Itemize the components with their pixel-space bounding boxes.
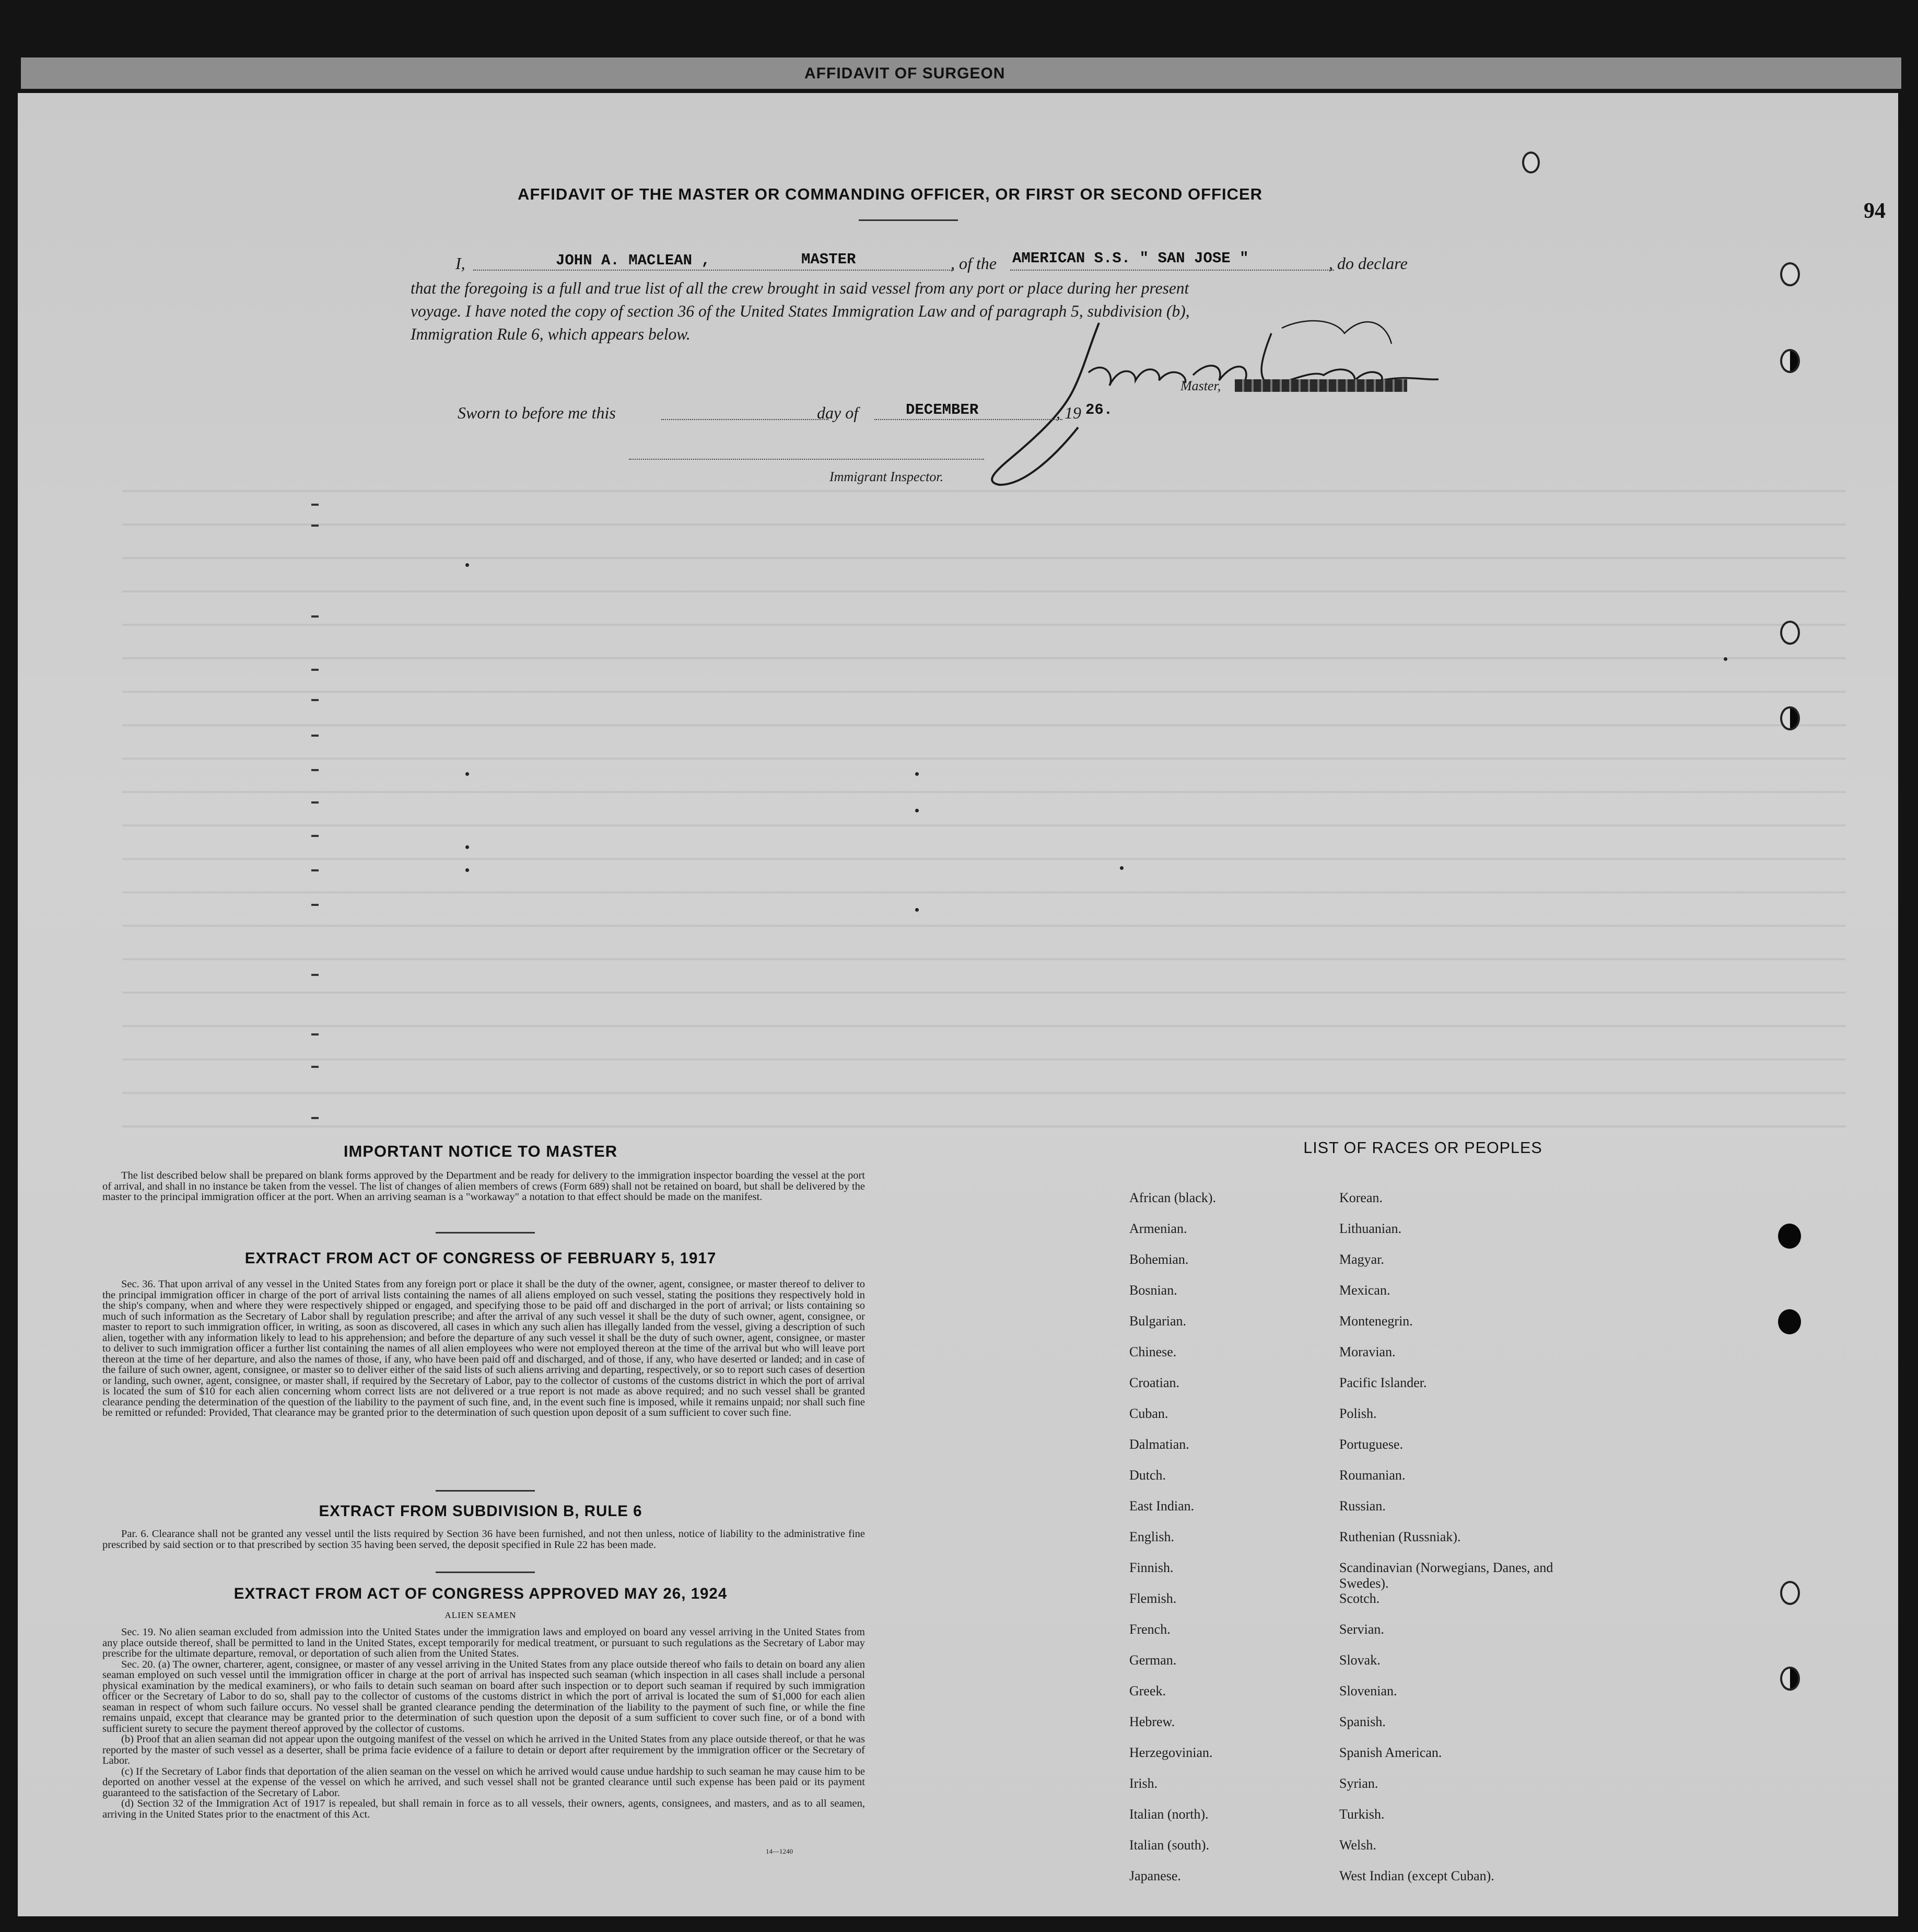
rule-6-text (102, 1529, 865, 1550)
race-item: Welsh. (1339, 1837, 1376, 1853)
row-mark (311, 869, 319, 871)
race-item: Mexican. (1339, 1283, 1390, 1298)
row-dot (465, 772, 469, 776)
row-mark (311, 1117, 319, 1119)
races-heading: LIST OF RACES OR PEOPLES (1303, 1139, 1542, 1157)
race-item: Pacific Islander. (1339, 1375, 1427, 1390)
row-mark (311, 735, 319, 737)
notice-divider (436, 1232, 535, 1233)
race-item: German. (1129, 1652, 1177, 1668)
race-item: Scotch. (1339, 1591, 1380, 1606)
race-item: Flemish. (1129, 1591, 1177, 1606)
race-item: West Indian (except Cuban). (1339, 1868, 1494, 1883)
sworn-month: DECEMBER (906, 401, 979, 418)
tab-title: AFFIDAVIT OF SURGEON (804, 65, 1005, 82)
race-item: Syrian. (1339, 1776, 1378, 1791)
race-item: Italian (north). (1129, 1807, 1209, 1822)
row-mark (311, 835, 319, 837)
do-declare-label: , do declare (1329, 254, 1408, 273)
race-item: Greek. (1129, 1683, 1166, 1698)
struck-out-text (1235, 379, 1407, 392)
row-mark (311, 615, 319, 618)
race-item: Magyar. (1339, 1252, 1384, 1267)
race-item: Russian. (1339, 1498, 1386, 1514)
races-column-2 (1339, 1190, 1559, 1899)
race-item: Slovenian. (1339, 1683, 1397, 1698)
notice-paragraph: The list described below shall be prepared on blank forms approved by the Department and be ready for delivery to the immigration inspector boarding the vessel at the port of arrival, and shall in no instance be taken from the vessel. The list of changes of alien members of crews (Form 689) shall not be retained on board, but shall be delivered by the master to the principal immigration officer at the port. When an arriving seaman is a "workaway" a notation to that effect should be made on the manifest. (102, 1170, 865, 1203)
row-mark (311, 669, 319, 671)
binder-hole (1522, 152, 1540, 173)
notice-heading: IMPORTANT NOTICE TO MASTER (343, 1142, 618, 1160)
binder-hole (1778, 1309, 1801, 1334)
row-mark (311, 525, 319, 527)
day-of-label: day of (817, 403, 859, 422)
row-mark (311, 801, 319, 804)
binder-hole (1780, 706, 1800, 730)
row-mark (311, 1033, 319, 1035)
row-mark (311, 974, 319, 976)
sworn-month-line (874, 419, 1062, 420)
race-item: Bosnian. (1129, 1283, 1177, 1298)
row-mark (311, 769, 319, 771)
row-dot (465, 868, 469, 872)
row-dot (915, 772, 919, 776)
sworn-day-line (661, 419, 828, 420)
race-item: Polish. (1339, 1406, 1377, 1421)
race-item: Ruthenian (Russniak). (1339, 1529, 1461, 1544)
extract-1917-paragraph: Sec. 36. That upon arrival of any vessel in the United States from any foreign port or place it shall be the duty of the owner, agent, consignee, or master thereof to deliver to the principal immigration officer in charge of the port of arrival lists containing the names of all aliens employed on such vessel, stating the positions they respectively hold in the ship's company, when and where they were respectively shipped or engaged, and specifying those to be paid off and discharged in the port of arrival; or lists containing so much of such information as the Secretary of Labor shall by regulation prescribe; and after the arrival of any such vessel it shall be the duty of such owner, agent, consignee, or master to report to such immigration officer, in writing, as soon as discovered, all cases in which any such alien has illegally landed from the vessel, giving a description of such alien, together with any information likely to lead to his apprehension; and before the departure of any such vessel it shall be the duty of such owner, agent, consignee, or master to deliver to such immigration officer a further list containing the names of all alien employees who were not employed thereon at the time of the arrival but who will leave port thereon at the time of her departure, and also the names of those, if any, who have been paid off and discharged, and of those, if any, who have deserted or landed; and in case of the failure of such owner, agent, consignee, or master so to deliver either of the said lists of such aliens arriving and departing, respectively, or so to report such cases of desertion or landing, such owner, agent, consignee, or master shall, if required by the Secretary of Labor, pay to the collector of customs of the customs district in which the port of arrival is located the sum of $10 for each alien concerning whom correct lists are not delivered or a true report is not made as above required; and no such vessel shall be granted clearance pending the determination of the question of the liability to the payment of such fine, and, in the event such fine is imposed, while it remains unpaid; nor shall such fine be remitted or refunded: Provided, That clearance may be granted prior to the determination of such question upon deposit of a sum sufficient to cover such fine. (102, 1278, 865, 1418)
race-item: Korean. (1339, 1190, 1383, 1205)
binder-hole (1780, 262, 1800, 286)
row-dot (465, 845, 469, 849)
row-dot (915, 809, 919, 812)
inspector-label: Immigrant Inspector. (829, 469, 944, 484)
race-item: Cuban. (1129, 1406, 1168, 1421)
race-item: African (black). (1129, 1190, 1217, 1205)
of-the-label: , of the (951, 254, 997, 273)
rule-6-divider (436, 1572, 535, 1573)
extract-1924-paragraph: Sec. 19. No alien seaman excluded from admission into the United States under the immigration laws and employed on board any vessel arriving in the United States from any place outside thereof, shall be permitted to land in the United States, except temporarily for medical treatment, or pursuant to such regulations as the Secretary of Labor may prescribe for the ultimate departure, removal, or deportation of such alien from the United States. (102, 1626, 865, 1659)
form-number: 14—1240 (766, 1847, 793, 1855)
row-dot (1120, 866, 1124, 870)
affidavit-heading: AFFIDAVIT OF THE MASTER OR COMMANDING OFFICER, OR FIRST OR SECOND OFFICER (517, 185, 1263, 203)
race-item: Servian. (1339, 1622, 1384, 1637)
race-item: Dalmatian. (1129, 1437, 1189, 1452)
race-item: Chinese. (1129, 1344, 1177, 1359)
row-dot (1724, 657, 1727, 661)
extract-1917-text (102, 1279, 865, 1418)
notice-text (102, 1170, 865, 1203)
race-item: Turkish. (1339, 1807, 1385, 1822)
name-line (473, 270, 954, 271)
race-item: Roumanian. (1339, 1468, 1406, 1483)
extract-1924-heading: EXTRACT FROM ACT OF CONGRESS APPROVED MAY 26, 1924 (233, 1585, 728, 1602)
row-dot (915, 908, 919, 912)
race-item: Spanish. (1339, 1714, 1386, 1729)
extract-1917-heading: EXTRACT FROM ACT OF CONGRESS OF FEBRUARY 5, 1917 (244, 1250, 717, 1267)
extract-1924-paragraph: Sec. 20. (a) The owner, charterer, agent, consignee, or master of any vessel arriving in the United States from any place outside thereof who fails to detain on board any alien seaman employed on such vessel until the immigration officer in charge at the port of arrival has inspected such seaman (which inspection in all cases shall include a personal physical examination by the medical examiners), or who fails to detain such seaman on board after such inspection or to deport such seaman if required by such immigration officer or the Secretary of Labor to do so, shall pay to the collector of customs of the customs district in which the port of arrival is located the sum of $1,000 for each alien seaman in respect of whom such failure occurs. No vessel shall be granted clearance pending the determination of the liability to the payment of such fine, or while the fine remains unpaid, except that clearance may be granted prior to the determination of such question upon the deposit of a sum sufficient to cover such fine, or of a bond with sufficient surety to secure the payment thereof approved by the collector of customs. (102, 1658, 865, 1735)
race-item: East Indian. (1129, 1498, 1195, 1514)
year-suffix: 26. (1085, 401, 1113, 418)
extract-1924-paragraph: (d) Section 32 of the Immigration Act of 1917 is repealed, but shall remain in force as to all vessels, their owners, agents, consignees, and masters, and as to all seamen, arriving in the United States prior to the enactment of this Act. (102, 1798, 865, 1820)
declaration-line-4: Immigration Rule 6, which appears below. (411, 325, 691, 343)
extract-1924-paragraph: (c) If the Secretary of Labor finds that deportation of the alien seaman on the vessel on which he arrived would cause undue hardship to such seaman he may cause him to be deported on another vessel at the expense of the vessel on which he arrived, and such vessel shall not be granted clearance until such expense has been paid or its payment guaranteed to the satisfaction of the Secretary of Labor. (102, 1765, 865, 1799)
race-item: Herzegovinian. (1129, 1745, 1213, 1760)
row-mark (311, 699, 319, 701)
race-item: Japanese. (1129, 1868, 1181, 1883)
declaration-line-3: voyage. I have noted the copy of section 36 of the United States Immigration Law and of paragraph 5, subdivision (b), (411, 302, 1190, 320)
master-signature (979, 302, 1449, 501)
row-mark (311, 504, 319, 506)
race-item: English. (1129, 1529, 1174, 1544)
race-item: Croatian. (1129, 1375, 1180, 1390)
document-page (18, 93, 1898, 1916)
i-label: I, (455, 254, 465, 273)
race-item: Armenian. (1129, 1221, 1187, 1236)
binder-hole (1780, 349, 1800, 373)
vessel-line (1010, 270, 1334, 271)
year-prefix: , 19 (1056, 403, 1081, 422)
race-item: Slovak. (1339, 1652, 1381, 1668)
race-item: Scandinavian (Norwegians, Danes, and Swedes). (1339, 1560, 1553, 1591)
master-name: JOHN A. MACLEAN , (556, 252, 710, 269)
race-item: Spanish American. (1339, 1745, 1442, 1760)
extract-1924-text (102, 1627, 865, 1820)
row-dot (465, 563, 469, 567)
race-item: Montenegrin. (1339, 1313, 1413, 1329)
bleed-through-texture (122, 459, 1846, 1138)
row-mark (311, 904, 319, 906)
sworn-label: Sworn to before me this (458, 403, 616, 422)
rank-value: MASTER (801, 251, 856, 268)
binder-hole (1778, 1224, 1801, 1249)
race-item: Moravian. (1339, 1344, 1396, 1359)
rule-6-paragraph: Par. 6. Clearance shall not be granted any vessel until the lists required by Section 36 have been furnished, and not then unless, notice of liability to the administrative fine prescribed by said section or to that prescribed by section 35 having been served, the deposit specified in Rule 22 has been made. (102, 1528, 865, 1551)
row-mark (311, 1066, 319, 1068)
races-column-1 (1129, 1190, 1328, 1899)
race-item: Lithuanian. (1339, 1221, 1402, 1236)
heading-divider (859, 219, 958, 221)
page-number: 94 (1864, 199, 1886, 223)
race-item: Bohemian. (1129, 1252, 1189, 1267)
race-item: Finnish. (1129, 1560, 1174, 1575)
race-item: Italian (south). (1129, 1837, 1210, 1853)
binder-hole (1780, 1667, 1800, 1691)
race-item: Portuguese. (1339, 1437, 1404, 1452)
inspector-signature-line (629, 459, 984, 460)
declaration-line-2: that the foregoing is a full and true list of all the crew brought in said vessel from any port or place during her present (411, 279, 1189, 297)
race-item: Bulgarian. (1129, 1313, 1187, 1329)
master-title-label: Master, (1180, 378, 1221, 393)
binder-hole (1780, 1581, 1800, 1605)
race-item: Irish. (1129, 1776, 1158, 1791)
binder-hole (1780, 621, 1800, 645)
race-item: Hebrew. (1129, 1714, 1175, 1729)
race-item: Dutch. (1129, 1468, 1166, 1483)
race-item: French. (1129, 1622, 1171, 1637)
alien-seamen-subheading: ALIEN SEAMEN (445, 1610, 517, 1620)
rule-6-heading: EXTRACT FROM SUBDIVISION B, RULE 6 (319, 1503, 642, 1520)
vessel-name: AMERICAN S.S. " SAN JOSE " (1012, 250, 1249, 267)
extract-1924-paragraph: (b) Proof that an alien seaman did not appear upon the outgoing manifest of the vessel on which he arrived in the United States from any place outside thereof, or that he was reported by the master of such vessel as a deserter, shall be prima facie evidence of a failure to detain or deport after requirement by the immigration officer or the Secretary of Labor. (102, 1733, 865, 1766)
extract-1917-divider (436, 1490, 535, 1492)
